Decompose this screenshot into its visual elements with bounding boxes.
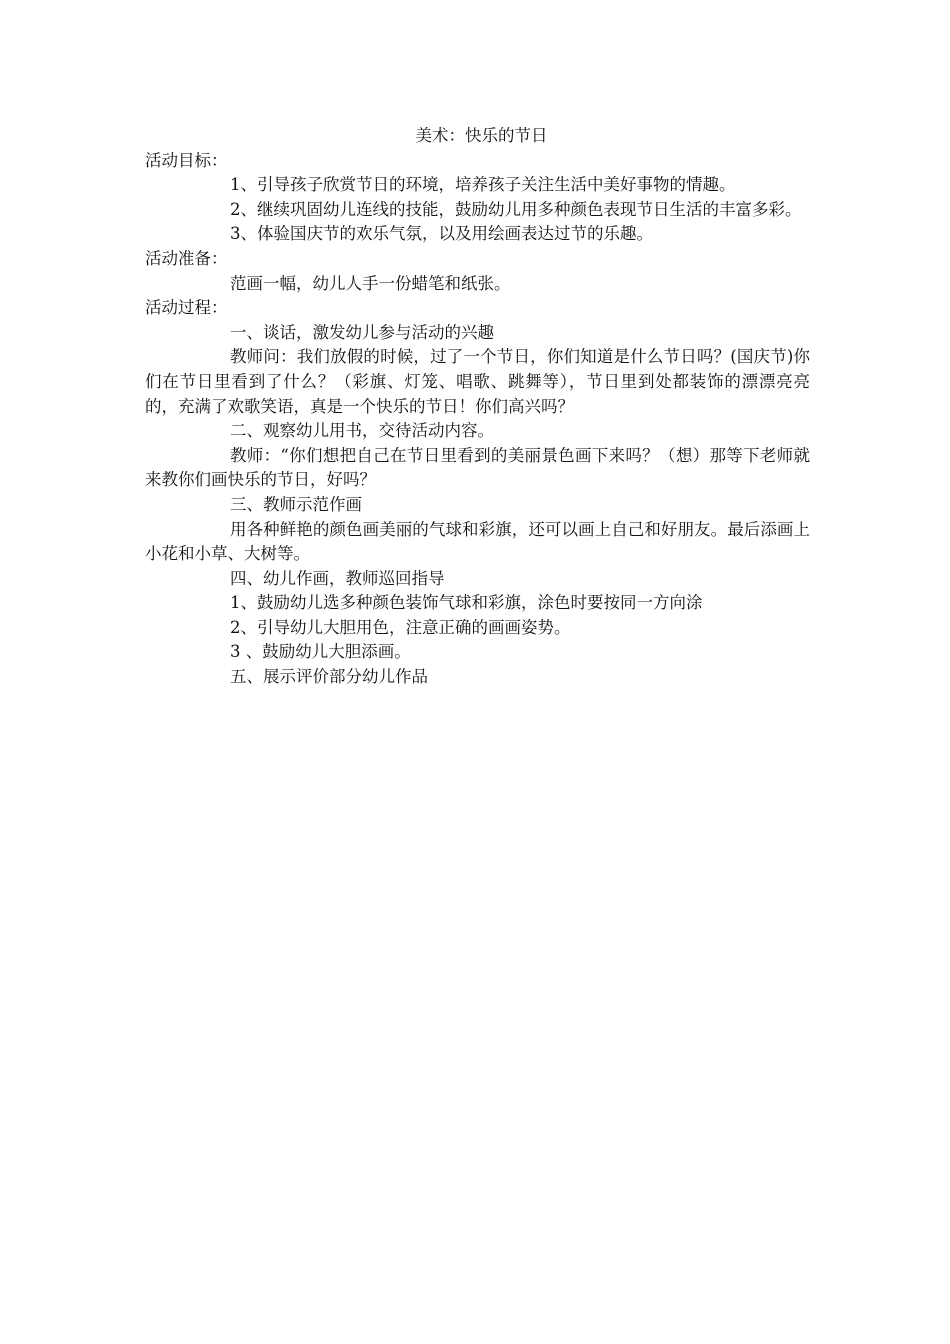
- document-title: 美术：快乐的节日: [415, 126, 548, 145]
- process-step-1-text: 教师问：我们放假的时候，过了一个节日，你们知道是什么节日吗？(国庆节)你们在节日里看到了什么？（彩旗、灯笼、唱歌、跳舞等），节日里到处都装饰的漂漂亮亮的，充满了欢歌笑语，真是一个快乐的节日！你们高兴吗？: [145, 347, 810, 416]
- process-heading: 活动过程：: [145, 298, 228, 318]
- goal-item-3: 3、体验国庆节的欢乐气氛，以及用绘画表达过节的乐趣。: [230, 224, 653, 244]
- process-step-4-item-1: 1、鼓励幼儿选多种颜色装饰气球和彩旗，涂色时要按同一方向涂: [230, 593, 703, 613]
- goal-item-1: 1、引导孩子欣赏节日的环境，培养孩子关注生活中美好事物的情趣。: [230, 175, 736, 195]
- process-step-2-text: 教师：“你们想把自己在节日里看到的美丽景色画下来吗？（想）那等下老师就来教你们画快乐的节日，好吗？: [145, 445, 810, 490]
- process-step-5-heading: 五、展示评价部分幼儿作品: [230, 667, 428, 687]
- process-step-4-item-2: 2、引导幼儿大胆用色，注意正确的画画姿势。: [230, 617, 571, 637]
- process-step-4-heading: 四、幼儿作画，教师巡回指导: [230, 568, 445, 588]
- process-step-2-heading: 二、观察幼儿用书，交待活动内容。: [230, 421, 494, 441]
- preparation-heading: 活动准备：: [145, 248, 228, 268]
- document-body: [145, 124, 810, 690]
- goals-heading: 活动目标：: [145, 150, 228, 170]
- preparation-item-1: 范画一幅，幼儿人手一份蜡笔和纸张。: [230, 273, 511, 293]
- process-step-3-heading: 三、教师示范作画: [230, 494, 362, 514]
- process-step-3-text: 用各种鲜艳的颜色画美丽的气球和彩旗，还可以画上自己和好朋友。最后添画上小花和小草、大树等。: [145, 519, 810, 564]
- process-step-1-heading: 一、谈话，激发幼儿参与活动的兴趣: [230, 322, 494, 342]
- process-step-4-item-3: 3 、鼓励幼儿大胆添画。: [230, 642, 411, 662]
- goal-item-2: 2、继续巩固幼儿连线的技能，鼓励幼儿用多种颜色表现节日生活的丰富多彩。: [230, 199, 802, 219]
